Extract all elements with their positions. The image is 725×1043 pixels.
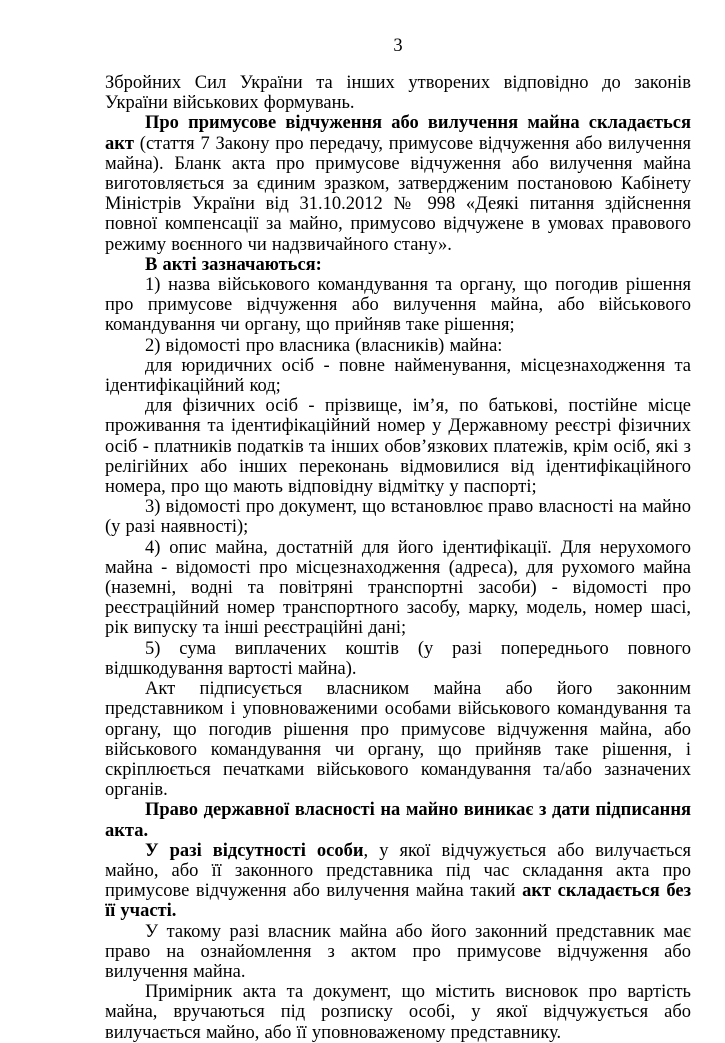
text-run: Примірник акта та документ, що містить висновок про вартість майна, вручаються під розписку особі, у якої відчужується або вилучається майно, або її уповноваженому представнику. (105, 982, 691, 1043)
document-body (105, 73, 691, 1043)
paragraph (105, 922, 691, 983)
bold-text-run: акт складається без її участі. (105, 881, 691, 922)
paragraph (105, 639, 691, 679)
paragraph (105, 336, 691, 356)
paragraph (105, 982, 691, 1043)
text-run: 2) відомості про власника (власників) майна: (145, 335, 503, 356)
paragraph (105, 396, 691, 497)
text-run: 4) опис майна, достатній для його ідентифікації. Для нерухомого майна - відомості про місцезнаходження (адреса), для рухомого майна (наземні, водні та повітряні транспортні засоби) - відомості про реєстраційний номер транспортного засобу, марку, модель, номер шасі, рік випуску та інші реєстраційні дані; (105, 537, 691, 639)
paragraph (105, 356, 691, 396)
paragraph (105, 73, 691, 113)
paragraph (105, 538, 691, 639)
text-run: , у якої відчужується або вилучається майно, або її законного представника під час складання акта про примусове відчуження або вилучення майна такий (105, 840, 692, 902)
paragraph (105, 800, 691, 840)
text-run: У такому разі власник майна або його законний представник має право на ознайомлення з актом про примусове відчуження або вилучення майна. (105, 921, 691, 982)
text-run: (стаття 7 Закону про передачу, примусове відчуження або вилучення майна). Бланк акта про примусове відчуження або вилучення майна виготовляється за єдиним зразком, затвердженим постановою Кабінету Міністрів України від 31.10.2012 № 998 «Деякі питання здійснення повної компенсації за майно, примусово відчужене в умовах правового режиму воєнного чи надзвичайного стану». (105, 133, 691, 255)
text-run: для юридичних осіб - повне найменування, місцезнаходження та ідентифікаційний код; (105, 355, 691, 397)
bold-text-run: Право державної власності на майно виникає з дати підписання акта. (105, 800, 691, 841)
text-run: 5) сума виплачених коштів (у разі попереднього повного відшкодування вартості майна). (105, 638, 691, 679)
text-run: 1) назва військового командування та органу, що погодив рішення про примусове відчуження або вилучення майна, або військового командування чи органу, що прийняв таке рішення; (105, 275, 691, 336)
text-run: для фізичних осіб - прізвище, ім’я, по батькові, постійне місце проживання та ідентифікаційний номер у Державному реєстрі фізичних осіб - платників податків та інших обов’язкових платежів, крім осіб, які з релігійних або інших переконань відмовилися від ідентифікаційного номера, про що мають відповідну відмітку у паспорті; (105, 396, 691, 498)
bold-text-run: Про примусове відчуження або вилучення майна складається акт (105, 113, 691, 154)
text-run: 3) відомості про документ, що встановлює право власності на майно (у разі наявності); (105, 497, 691, 538)
page-number: 3 (393, 36, 403, 56)
bold-text-run: У разі відсутності особи (145, 840, 364, 861)
paragraph (105, 113, 691, 254)
text-run: Акт підписується власником майна або його законним представником і уповноваженими особами військового командування та органу, що погодив рішення про примусове відчуження майна, або військового командування чи органу, що прийняв таке рішення, і скріплюється печатками військового командування та/або зазначених органів. (105, 679, 691, 801)
paragraph (105, 841, 691, 922)
paragraph (105, 275, 691, 336)
text-run: Збройних Сил України та інших утворених відповідно до законів України військових формувань. (105, 73, 691, 114)
paragraph (105, 679, 691, 800)
paragraph (105, 497, 691, 537)
bold-text-run: В акті зазначаються: (145, 254, 322, 275)
paragraph (105, 255, 691, 275)
